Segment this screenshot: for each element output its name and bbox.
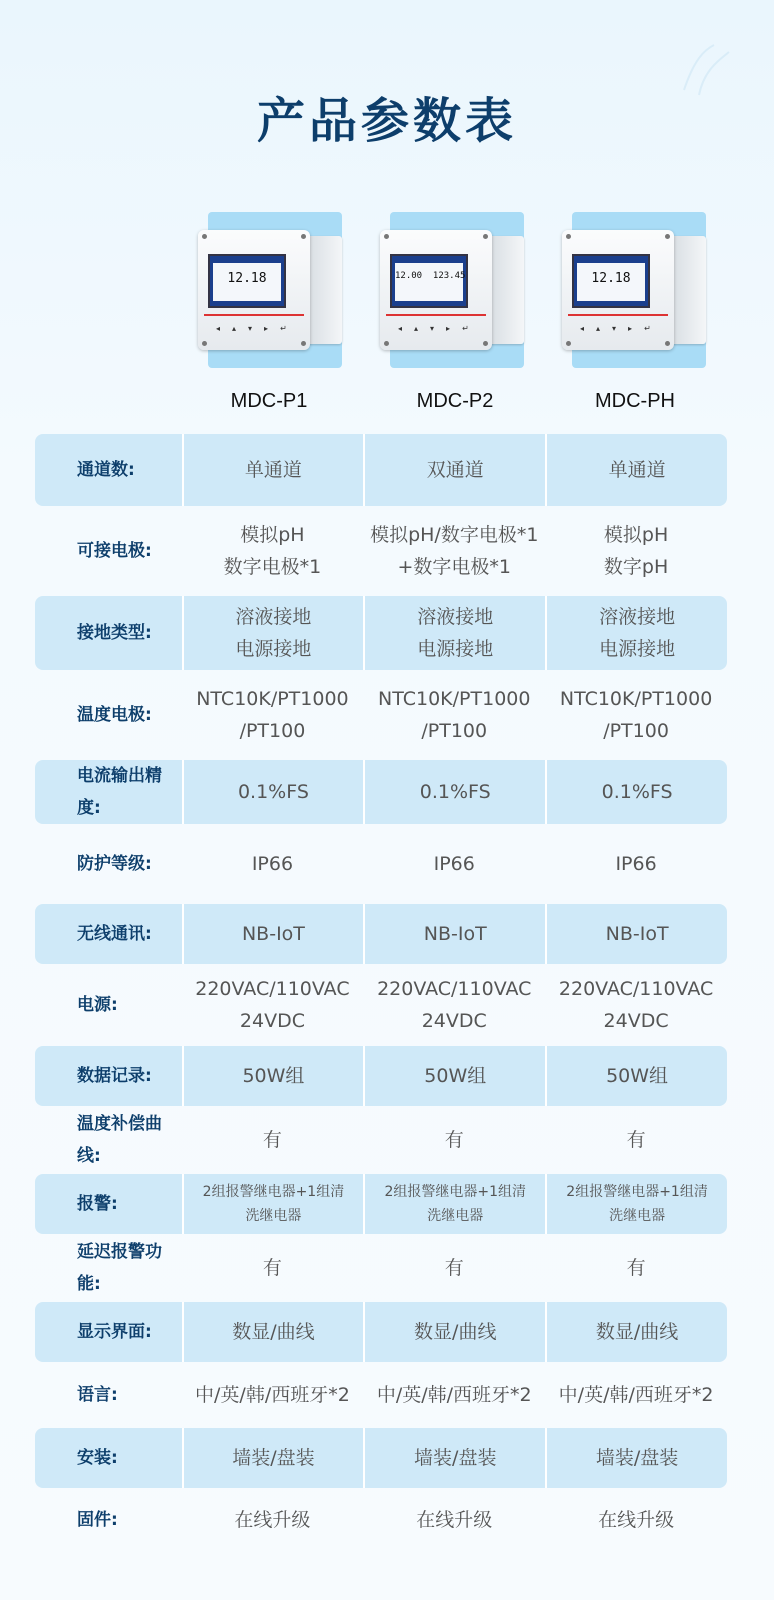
table-row <box>35 434 727 506</box>
row-label: 无线通讯: <box>35 904 182 964</box>
table-row <box>35 1106 727 1174</box>
row-value: 单通道 <box>545 434 727 506</box>
row-value: 220VAC/110VAC 24VDC <box>377 978 532 1032</box>
row-value: 双通道 <box>363 434 545 506</box>
row-value: 溶液接地 电源接地 <box>545 596 727 670</box>
row-label: 语言: <box>77 1385 118 1405</box>
row-value: 数显/曲线 <box>182 1302 364 1362</box>
row-label: 温度补偿曲线: <box>77 1114 162 1166</box>
product-image-mdc-p2: 12.00 123.45 ◂▴▾▸↵ <box>378 210 538 370</box>
row-value: 2组报警继电器+1组清 洗继电器 <box>545 1174 727 1234</box>
model-name-1: MDC-P1 <box>230 390 308 412</box>
row-value: 50W组 <box>182 1046 364 1106</box>
row-value: 0.1%FS <box>182 760 364 824</box>
row-value: 220VAC/110VAC 24VDC <box>558 978 714 1032</box>
row-value: 50W组 <box>545 1046 727 1106</box>
row-label: 报警: <box>35 1174 182 1234</box>
table-row <box>35 824 727 904</box>
row-value: 数显/曲线 <box>363 1302 545 1362</box>
device-screen: 12.18 <box>208 254 286 308</box>
table-row <box>35 904 727 964</box>
row-value: 墙装/盘装 <box>363 1428 545 1488</box>
table-row <box>35 1302 727 1362</box>
row-value: NTC10K/PT1000 /PT100 <box>559 688 713 742</box>
row-label: 电流输出精度: <box>35 760 182 824</box>
page-title: 产品参数表 <box>256 93 517 149</box>
table-row <box>35 670 727 760</box>
row-value: 220VAC/110VAC 24VDC <box>195 978 350 1032</box>
row-value: 单通道 <box>182 434 364 506</box>
row-value: 墙装/盘装 <box>545 1428 727 1488</box>
row-value: IP66 <box>251 853 294 875</box>
row-label: 数据记录: <box>35 1046 182 1106</box>
table-row <box>35 1046 727 1106</box>
row-value: 中/英/韩/西班牙*2 <box>195 1384 350 1406</box>
row-value: NB-IoT <box>545 904 727 964</box>
row-value: NB-IoT <box>182 904 364 964</box>
table-row <box>35 1488 727 1552</box>
row-value: 有 <box>262 1129 282 1151</box>
row-label: 显示界面: <box>35 1302 182 1362</box>
table-row <box>35 964 727 1046</box>
row-value: IP66 <box>615 853 657 875</box>
row-label: 延迟报警功能: <box>77 1242 162 1294</box>
row-value: NTC10K/PT1000 /PT100 <box>378 688 531 742</box>
row-value: 有 <box>626 1257 646 1279</box>
row-value: 溶液接地 电源接地 <box>182 596 364 670</box>
row-value: 2组报警继电器+1组清 洗继电器 <box>182 1174 364 1234</box>
row-value: 数显/曲线 <box>545 1302 727 1362</box>
device-screen: 12.18 <box>572 254 650 308</box>
table-row <box>35 506 727 596</box>
row-value: 2组报警继电器+1组清 洗继电器 <box>363 1174 545 1234</box>
row-value: 在线升级 <box>598 1509 675 1531</box>
row-value: 中/英/韩/西班牙*2 <box>558 1384 714 1406</box>
decorative-swirl-icon <box>674 40 734 100</box>
row-label: 防护等级: <box>77 854 152 874</box>
row-value: 中/英/韩/西班牙*2 <box>376 1384 532 1406</box>
model-name-2: MDC-P2 <box>416 390 494 412</box>
row-label: 安装: <box>35 1428 182 1488</box>
product-image-mdc-p1: 12.18 ◂▴▾▸↵ <box>196 210 356 370</box>
row-value: IP66 <box>433 853 475 875</box>
row-value: 墙装/盘装 <box>182 1428 364 1488</box>
table-row <box>35 1362 727 1428</box>
row-value: 50W组 <box>363 1046 545 1106</box>
row-value: 有 <box>444 1257 464 1279</box>
row-value: 在线升级 <box>234 1509 311 1531</box>
table-row <box>35 1174 727 1234</box>
table-row <box>35 596 727 670</box>
row-label: 通道数: <box>35 434 182 506</box>
table-row <box>35 760 727 824</box>
row-value: 有 <box>262 1257 282 1279</box>
row-value: 有 <box>626 1129 646 1151</box>
table-row <box>35 1428 727 1488</box>
parameter-table <box>35 434 727 1552</box>
row-value: 溶液接地 电源接地 <box>363 596 545 670</box>
row-value: 模拟pH/数字电极*1 +数字电极*1 <box>370 524 539 578</box>
row-value: 0.1%FS <box>545 760 727 824</box>
row-label: 接地类型: <box>35 596 182 670</box>
row-label: 温度电极: <box>77 705 152 725</box>
product-image-mdc-ph: 12.18 ◂▴▾▸↵ <box>560 210 720 370</box>
row-value: 有 <box>444 1129 464 1151</box>
row-value: 0.1%FS <box>363 760 545 824</box>
row-label: 固件: <box>77 1510 118 1530</box>
row-label: 电源: <box>77 995 118 1015</box>
device-screen: 12.00 123.45 <box>390 254 468 308</box>
row-value: 模拟pH 数字电极*1 <box>223 524 322 578</box>
row-value: 模拟pH 数字pH <box>603 524 669 578</box>
row-value: NB-IoT <box>363 904 545 964</box>
row-label: 可接电极: <box>77 541 152 561</box>
table-row <box>35 1234 727 1302</box>
row-value: 在线升级 <box>416 1509 493 1531</box>
row-value: NTC10K/PT1000 /PT100 <box>196 688 349 742</box>
model-name-3: MDC-PH <box>595 390 675 412</box>
